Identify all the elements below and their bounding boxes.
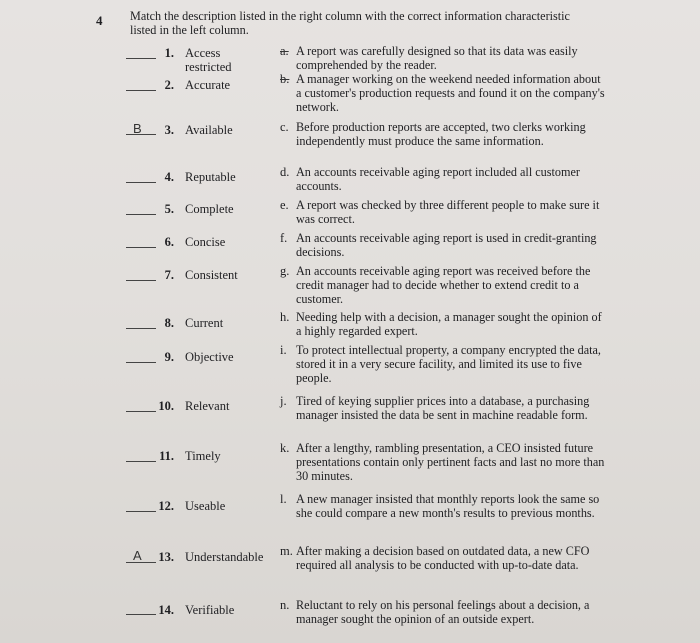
item-number: 12. xyxy=(158,499,174,513)
term-label: Verifiable xyxy=(185,603,235,617)
description-letter: a. xyxy=(280,44,289,58)
term-label: Reputable xyxy=(185,170,236,184)
term-label: Consistent xyxy=(185,268,238,282)
description-letter: e. xyxy=(280,198,289,212)
term-label: Relevant xyxy=(185,399,230,413)
description-letter: f. xyxy=(280,231,288,245)
description-text: Before production reports are accepted, two clerks working independently must produce the same information. xyxy=(296,120,586,148)
description-text: A report was checked by three different people to make sure it was correct. xyxy=(296,198,600,226)
description-letter: g. xyxy=(280,264,290,278)
description-letter: b. xyxy=(280,72,290,86)
item-number: 8. xyxy=(164,316,174,330)
item-number: 7. xyxy=(164,268,174,282)
description-text: Reluctant to rely on his personal feelings about a decision, a manager sought the opinion of an outside expert. xyxy=(296,598,590,626)
description-text: Tired of keying supplier prices into a database, a purchasing manager insisted the data be sent in machine readable form. xyxy=(296,394,590,422)
item-number: 4. xyxy=(164,170,174,184)
answer-value: B xyxy=(133,121,142,136)
question-number: 4 xyxy=(96,13,103,28)
term-label: Understandable xyxy=(185,550,264,564)
description-letter: l. xyxy=(280,492,287,506)
term-label: Timely xyxy=(185,449,221,463)
description-letter: c. xyxy=(280,120,289,134)
description-text: An accounts receivable aging report is used in credit-granting decisions. xyxy=(296,231,597,259)
item-number: 13. xyxy=(158,550,174,564)
description-letter: m. xyxy=(280,544,293,558)
description-text: A report was carefully designed so that its data was easily comprehended by the reader. xyxy=(296,44,578,72)
term-label: Complete xyxy=(185,202,234,216)
description-text: An accounts receivable aging report was received before the credit manager had to decide whether to extend credit to a customer. xyxy=(296,264,591,306)
description-text: An accounts receivable aging report included all customer accounts. xyxy=(296,165,580,193)
description-letter: j. xyxy=(280,394,287,408)
term-label: Useable xyxy=(185,499,226,513)
description-text: After making a decision based on outdated data, a new CFO required all analysis to be conducted with up-to-date data. xyxy=(296,544,590,572)
description-text: A new manager insisted that monthly reports look the same so she could compare a new month's results to previous months. xyxy=(296,492,600,520)
term-label: Available xyxy=(185,123,233,137)
term-label: Current xyxy=(185,316,224,330)
term-label: Concise xyxy=(185,235,226,249)
term-label: Objective xyxy=(185,350,234,364)
description-text: Needing help with a decision, a manager sought the opinion of a highly regarded expert. xyxy=(296,310,602,338)
description-text: A manager working on the weekend needed information about a customer's production requests and found it on the company's network. xyxy=(296,72,605,114)
term-label: Accurate xyxy=(185,78,231,92)
description-letter: n. xyxy=(280,598,290,612)
item-number: 6. xyxy=(164,235,174,249)
description-letter: k. xyxy=(280,441,290,455)
description-text: After a lengthy, rambling presentation, a CEO insisted future presentations contain only pertinent facts and last no more than 30 minutes. xyxy=(296,441,605,483)
term-label: Access restricted xyxy=(185,46,232,74)
item-number: 2. xyxy=(164,78,174,92)
item-number: 10. xyxy=(158,399,174,413)
instructions-text: Match the description listed in the right column with the correct information characteristic listed in the left column. xyxy=(130,9,570,37)
description-letter: h. xyxy=(280,310,290,324)
item-number: 3. xyxy=(164,123,174,137)
answer-value: A xyxy=(133,548,142,563)
item-number: 9. xyxy=(164,350,174,364)
description-letter: d. xyxy=(280,165,290,179)
item-number: 5. xyxy=(164,202,174,216)
description-letter: i. xyxy=(280,343,287,357)
item-number: 11. xyxy=(159,449,174,463)
item-number: 1. xyxy=(164,46,174,60)
item-number: 14. xyxy=(158,603,174,617)
description-text: To protect intellectual property, a company encrypted the data, stored it in a very secure facility, and limited its use to five people. xyxy=(296,343,601,385)
